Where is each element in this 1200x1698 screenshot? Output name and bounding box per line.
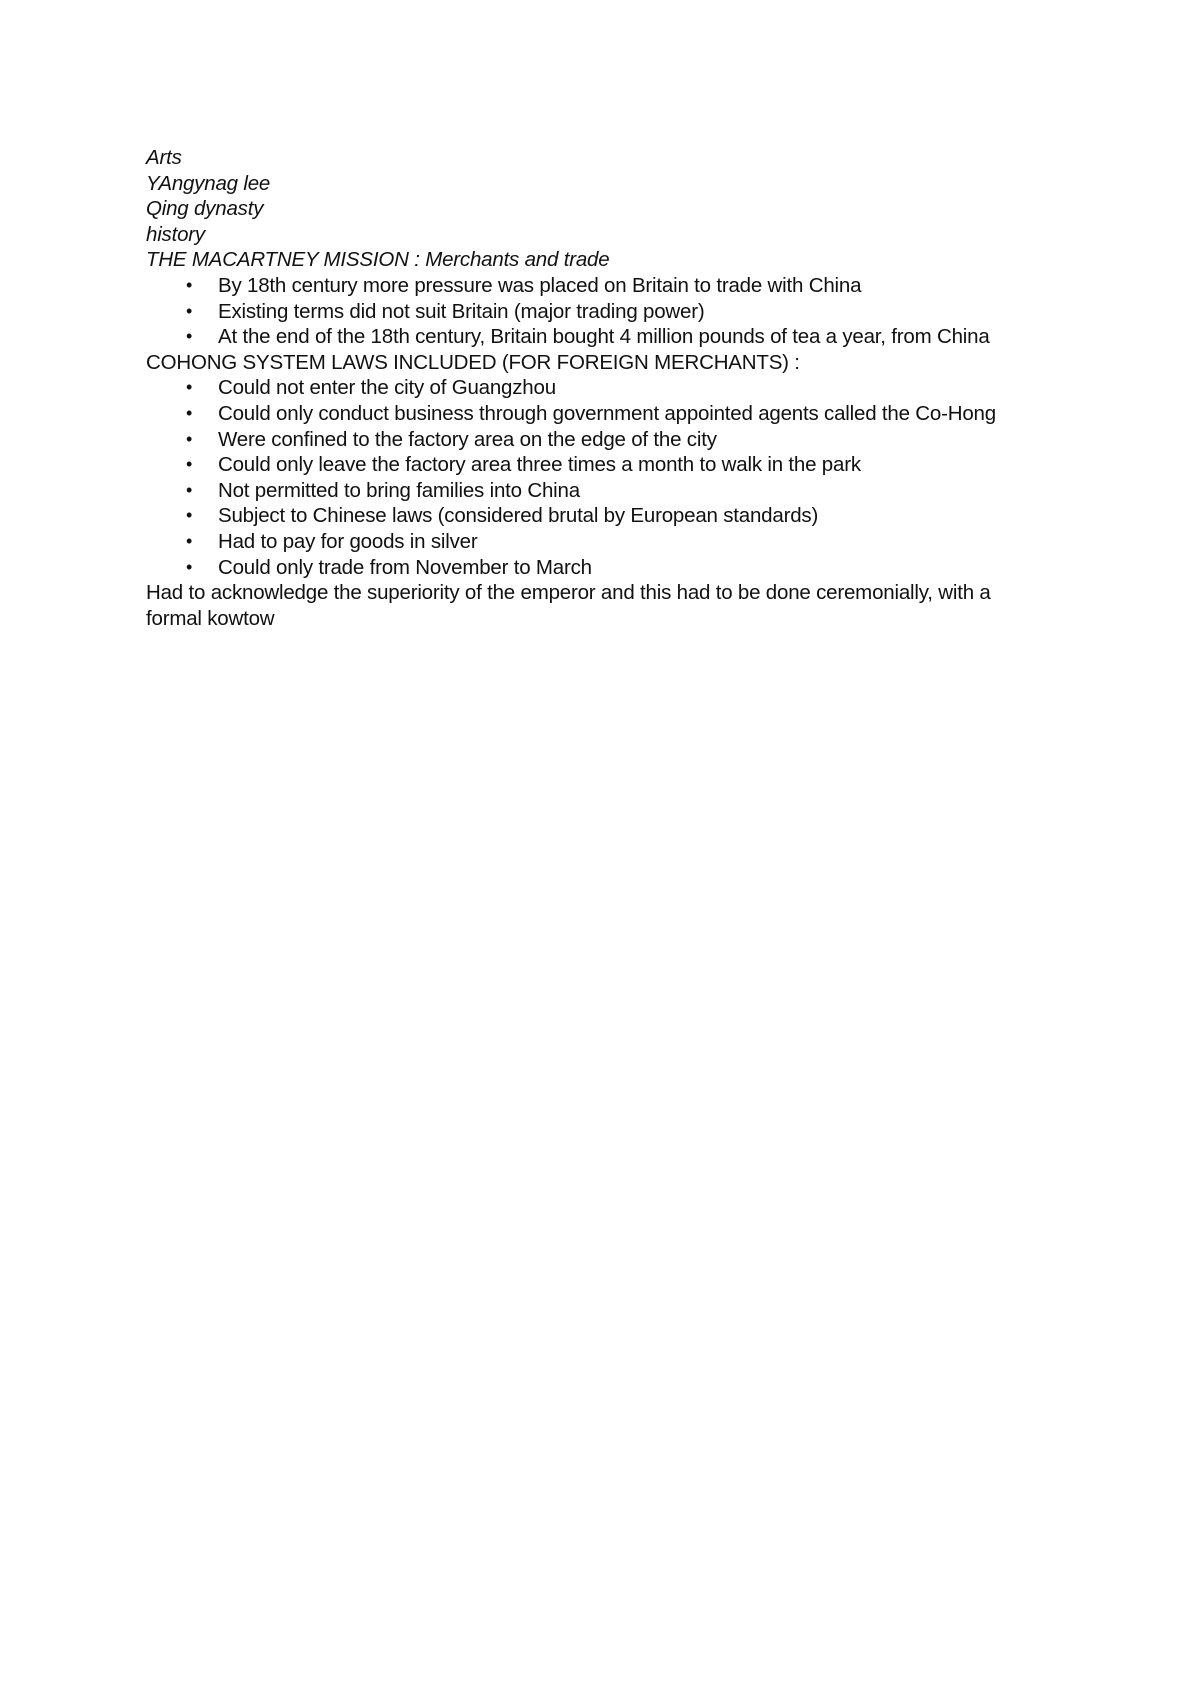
bullet-icon: • (185, 300, 193, 321)
list-item-text: Could only conduct business through government appointed agents called the Co-Hong (218, 401, 996, 425)
list-item-text: Existing terms did not suit Britain (major trading power) (218, 299, 705, 323)
bullet-icon: • (185, 326, 193, 347)
list-item (146, 401, 1168, 427)
bullet-icon: • (185, 530, 193, 551)
list-item-text: Could only leave the factory area three times a month to walk in the park (218, 453, 861, 477)
section-heading-macartney: THE MACARTNEY MISSION : Merchants and trade (146, 248, 610, 272)
section-heading-cohong: COHONG SYSTEM LAWS INCLUDED (FOR FOREIGN MERCHANTS) : (146, 350, 800, 374)
list-item (146, 273, 1178, 299)
list-item-text: Had to pay for goods in silver (218, 529, 478, 553)
macartney-bullet-list (146, 273, 1046, 350)
bullet-icon: • (185, 428, 193, 449)
bullet-icon: • (185, 377, 193, 398)
list-item-text: Could not enter the city of Guangzhou (218, 376, 556, 400)
bullet-icon: • (185, 556, 193, 577)
list-item (146, 427, 1178, 453)
category-line: history (146, 222, 205, 246)
list-item (146, 452, 1178, 478)
list-item (146, 299, 1178, 325)
document-page (146, 145, 1046, 631)
list-item-text: At the end of the 18th century, Britain bought 4 million pounds of tea a year, from China (218, 325, 990, 349)
bullet-icon: • (185, 274, 193, 295)
closing-paragraph: Had to acknowledge the superiority of the emperor and this had to be done ceremonially, with a formal kowtow (146, 581, 991, 630)
list-item (146, 529, 1178, 555)
list-item-text: Not permitted to bring families into China (218, 478, 580, 502)
author-line: YAngynag lee (146, 171, 271, 195)
subject-line: Arts (146, 146, 182, 169)
bullet-icon: • (185, 479, 193, 500)
topic-line: Qing dynasty (146, 197, 264, 221)
list-item-text: Were confined to the factory area on the edge of the city (218, 427, 717, 451)
bullet-icon: • (185, 402, 193, 423)
cohong-bullet-list (146, 375, 1046, 580)
list-item (146, 375, 1178, 401)
list-item (146, 555, 1178, 581)
bullet-icon: • (185, 505, 193, 526)
list-item-text: By 18th century more pressure was placed on Britain to trade with China (218, 273, 862, 297)
list-item (146, 324, 1158, 350)
list-item-text: Subject to Chinese laws (considered brutal by European standards) (218, 504, 819, 528)
list-item-text: Could only trade from November to March (218, 555, 592, 579)
list-item (146, 503, 1178, 529)
list-item (146, 478, 1178, 504)
bullet-icon: • (185, 454, 193, 475)
